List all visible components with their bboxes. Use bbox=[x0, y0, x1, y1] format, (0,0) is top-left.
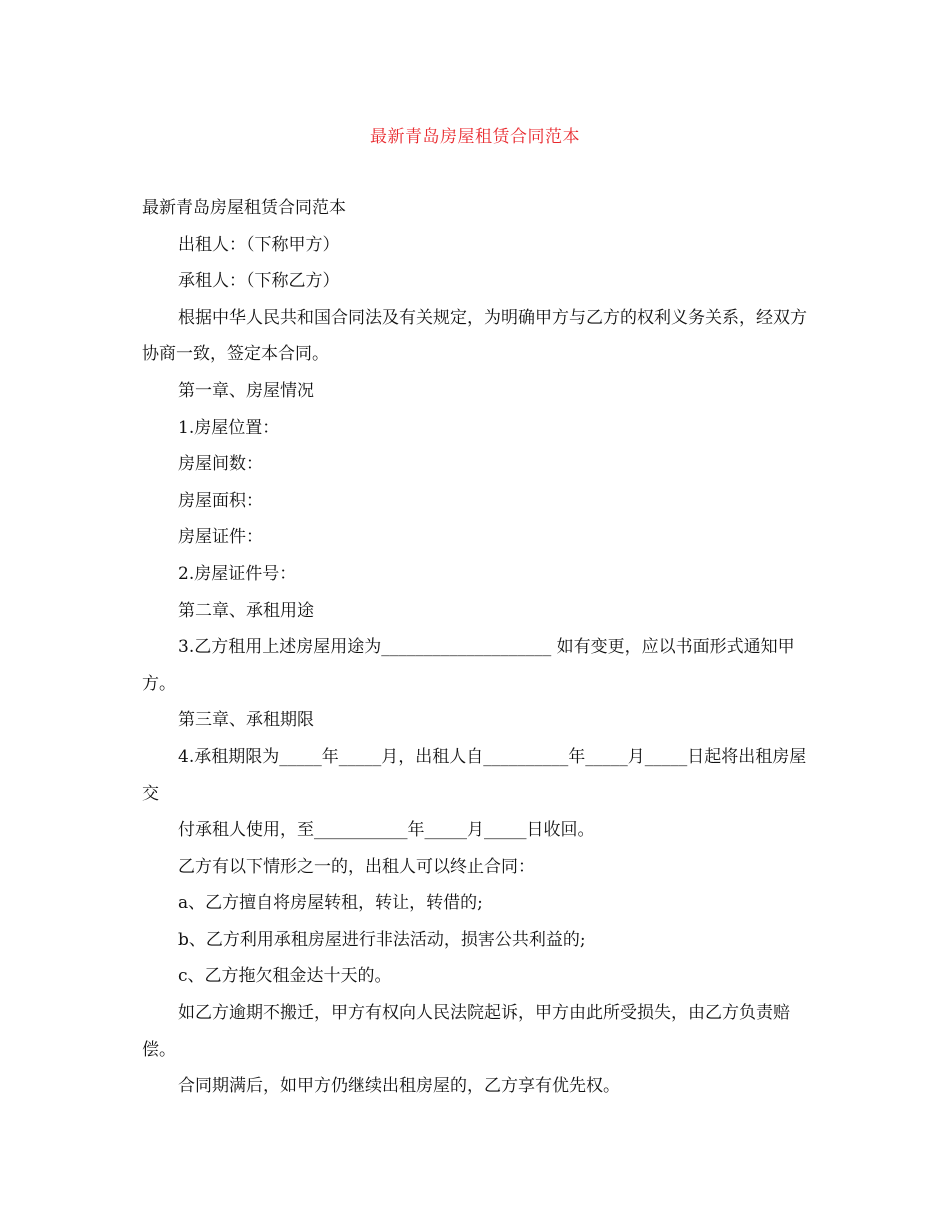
document-body bbox=[142, 190, 814, 1105]
document-title: 最新青岛房屋租赁合同范本 bbox=[370, 127, 580, 147]
paragraph-priority: 合同期满后，如甲方仍继续出租房屋的，乙方享有优先权。 bbox=[178, 1076, 620, 1097]
chapter-2-heading: 第二章、承租用途 bbox=[178, 600, 314, 621]
paragraph-certificate-number: 2.房屋证件号： bbox=[178, 563, 297, 584]
paragraph-lessee: 承租人：（下称乙方） bbox=[178, 271, 340, 292]
paragraph-heading: 最新青岛房屋租赁合同范本 bbox=[142, 198, 346, 218]
paragraph-preamble: 根据中华人民共和国合同法及有关规定，为明确甲方与乙方的权利义务关系，经双方协商一致，签定本合同。 bbox=[142, 307, 807, 365]
paragraph-room-count: 房屋间数： bbox=[178, 454, 263, 475]
paragraph-usage: 3.乙方租用上述房屋用途为____________________ 如有变更，应以书面形式通知甲方。 bbox=[142, 637, 795, 694]
condition-c: c、乙方拖欠租金达十天的。 bbox=[178, 966, 392, 987]
condition-b: b、乙方利用承租房屋进行非法活动，损害公共利益的; bbox=[178, 929, 586, 950]
paragraph-termination-conditions: 乙方有以下情形之一的，出租人可以终止合同： bbox=[178, 856, 535, 877]
paragraph-area: 房屋面积： bbox=[178, 490, 263, 511]
paragraph-lessor: 出租人：（下称甲方） bbox=[178, 234, 340, 255]
chapter-1-heading: 第一章、房屋情况 bbox=[178, 380, 314, 401]
paragraph-overdue: 如乙方逾期不搬迁，甲方有权向人民法院起诉，甲方由此所受损失，由乙方负责赔偿。 bbox=[142, 1003, 790, 1060]
paragraph-certificate: 房屋证件： bbox=[178, 527, 263, 548]
paragraph-location: 1.房屋位置： bbox=[178, 417, 280, 438]
paragraph-term-end: 付承租人使用，至___________年_____月_____日收回。 bbox=[178, 820, 595, 841]
chapter-3-heading: 第三章、承租期限 bbox=[178, 710, 314, 731]
paragraph-term: 4.承租期限为_____年_____月，出租人自__________年_____月_____日起将出租房屋交 bbox=[142, 746, 807, 804]
condition-a: a、乙方擅自将房屋转租，转让，转借的; bbox=[178, 893, 483, 914]
